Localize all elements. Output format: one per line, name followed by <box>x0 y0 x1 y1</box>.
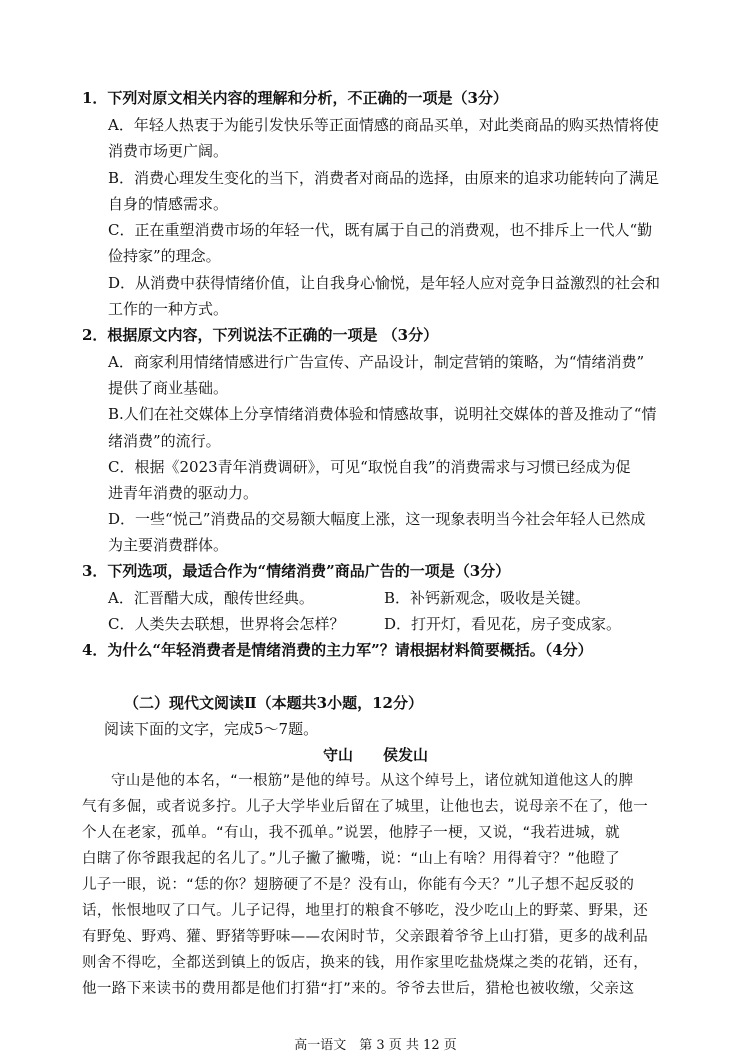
q1-option-c: C．正在重塑消费市场的年轻一代，既有属于自己的消费观，也不排斥上一代人“勤 <box>108 221 653 239</box>
q1-option-a-cont: 消费市场更广阔。 <box>108 142 229 160</box>
q2-option-a: A．商家利用情绪情感进行广告宣传、产品设计，制定营销的策略，为“情绪消费” <box>108 353 645 371</box>
q2-option-d-cont: 为主要消费群体。 <box>108 536 229 554</box>
q1-option-c-cont: 俭持家”的理念。 <box>108 247 221 265</box>
story-line: 则舍不得吃，全都送到镇上的饭店，换来的钱，用作家里吃盐烧煤之类的花销，还有， <box>82 955 649 971</box>
story-line: 个人在老家，孤单。“有山，我不孤单。”说罢，他脖子一梗，又说，“我若进城，就 <box>82 825 620 841</box>
q3-option-a: A．汇晋醋大成，酿传世经典。 <box>108 589 314 607</box>
question-1-stem: 1．下列对原文相关内容的理解和分析，不正确的一项是（3分） <box>82 89 508 107</box>
q1-option-d: D．从消费中获得情绪价值，让自我身心愉悦，是年轻人应对竞争日益激烈的社会和 <box>108 274 661 292</box>
story-line: 有野兔、野鸡、獾、野猪等野味——农闲时节，父亲跟着爷爷上山打猎，更多的战利品 <box>82 929 649 945</box>
q2-option-c: C．根据《2023青年消费调研》，可见“取悦自我”的消费需求与习惯已经成为促 <box>108 458 631 476</box>
section-instruction: 阅读下面的文字，完成5～7题。 <box>104 720 319 738</box>
story-line: 气有多倔，或者说多拧。儿子大学毕业后留在了城里，让他也去，说母亲不在了，他一 <box>82 799 649 815</box>
q1-option-a: A．年轻人热衷于为能引发快乐等正面情感的商品买单，对此类商品的购买热情将使 <box>108 116 659 134</box>
q1-option-b-cont: 自身的情感需求。 <box>108 195 229 213</box>
question-4-stem: 4．为什么“年轻消费者是情绪消费的主力军”？请根据材料简要概括。（4分） <box>82 641 593 659</box>
q2-option-b-cont: 绪消费”的流行。 <box>108 432 221 450</box>
q3-option-d: D．打开灯，看见花，房子变成家。 <box>384 615 622 633</box>
question-3-stem: 3．下列选项，最适合作为“情绪消费”商品广告的一项是（3分） <box>82 562 511 580</box>
q1-option-b: B．消费心理发生变化的当下，消费者对商品的选择，由原来的追求功能转向了满足 <box>108 169 660 187</box>
question-2-stem: 2．根据原文内容，下列说法不正确的一项是 （3分） <box>82 326 439 344</box>
q1-option-d-cont: 工作的一种方式。 <box>108 300 229 318</box>
q3-option-c: C．人类失去联想，世界将会怎样？ <box>108 615 345 633</box>
story-line: 儿子一眼，说：“恁的你？翅膀硬了不是？没有山，你能有今天？”儿子想不起反驳的 <box>82 877 635 893</box>
q2-option-b: B.人们在社交媒体上分享情绪消费体验和情感故事，说明社交媒体的普及推动了“情 <box>108 405 657 423</box>
story-line: 白瞎了你爷跟我起的名儿了。”儿子撇了撇嘴，说：“山上有啥？用得着守？”他瞪了 <box>82 851 620 867</box>
story-line: 话，怅恨地叹了口气。儿子记得，地里打的粮食不够吃，没少吃山上的野菜、野果，还 <box>82 903 649 919</box>
q2-option-c-cont: 进青年消费的驱动力。 <box>108 484 259 502</box>
q3-option-b: B．补钙新观念，吸收是关键。 <box>384 589 591 607</box>
q2-option-d: D．一些“悦己”消费品的交易额大幅度上涨，这一现象表明当今社会年轻人已然成 <box>108 510 646 528</box>
story-title: 守山 侯发山 <box>322 746 428 764</box>
story-line: 他一路下来读书的费用都是他们打猎“打”来的。爷爷去世后，猎枪也被收缴，父亲这 <box>82 981 635 997</box>
story-line: 守山是他的本名，“一根筋”是他的绰号。从这个绰号上，诸位就知道他这人的脾 <box>111 773 634 789</box>
q2-option-a-cont: 提供了商业基础。 <box>108 379 229 397</box>
section-heading: （二）现代文阅读Ⅱ（本题共3小题，12分） <box>124 694 423 712</box>
page-footer: 高一语文 第 3 页 共 12 页 <box>294 1038 457 1053</box>
